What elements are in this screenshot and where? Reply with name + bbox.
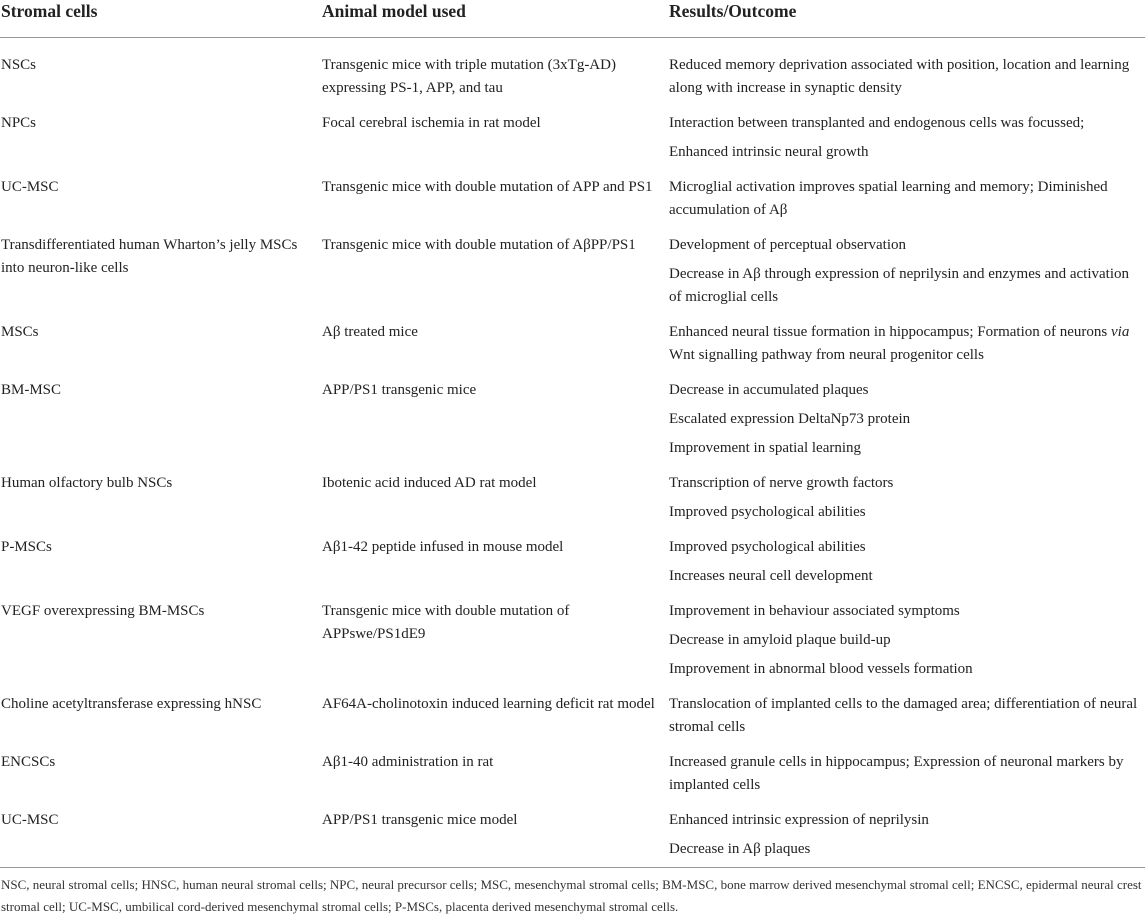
table-row: [0, 106, 1145, 170]
cell-results: [668, 687, 1145, 745]
cell-animal-model: Transgenic mice with double mutation of AβPP/PS1: [322, 237, 636, 253]
cell-stromal-cell: NPCs: [1, 115, 37, 131]
cell-results: [668, 745, 1145, 803]
cell-animal-model: APP/PS1 transgenic mice: [322, 382, 477, 398]
results-block: [669, 373, 1141, 460]
results-block: [669, 803, 1141, 861]
cell-results: [668, 170, 1145, 228]
result-item: Improvement in behaviour associated symptoms: [669, 603, 960, 619]
cell-stromal-cell: MSCs: [1, 324, 39, 340]
cell-results: [668, 38, 1145, 107]
result-item: Increases neural cell development: [669, 568, 873, 584]
cell-results: [668, 530, 1145, 594]
results-block: [669, 170, 1141, 222]
result-item: Enhanced neural tissue formation in hippocampus; Formation of neurons via Wnt signalling pathway from neural progenitor cells: [669, 324, 1130, 363]
result-item: Escalated expression DeltaNp73 protein: [669, 411, 911, 427]
result-item: Decrease in Aβ through expression of neprilysin and enzymes and activation of microglial cells: [669, 266, 1129, 305]
results-block: [669, 745, 1141, 797]
result-item: Increased granule cells in hippocampus; Expression of neuronal markers by implanted cells: [669, 754, 1124, 793]
result-item: Translocation of implanted cells to the damaged area; differentiation of neural stromal cells: [669, 696, 1138, 735]
results-block: [669, 687, 1141, 739]
result-item: Improvement in abnormal blood vessels formation: [669, 661, 973, 677]
cell-animal-model: AF64A-cholinotoxin induced learning deficit rat model: [322, 696, 655, 712]
result-item: Decrease in accumulated plaques: [669, 382, 869, 398]
cell-stromal-cell: P-MSCs: [1, 539, 52, 555]
cell-stromal-cell: VEGF overexpressing BM-MSCs: [1, 603, 205, 619]
header-stromal-cells: Stromal cells: [0, 0, 321, 38]
table-row: [0, 687, 1145, 745]
cell-results: [668, 803, 1145, 867]
table-row: [0, 745, 1145, 803]
table-row: [0, 38, 1145, 107]
table-row: [0, 228, 1145, 315]
result-item: Improvement in spatial learning: [669, 440, 862, 456]
cell-stromal-cell: NSCs: [1, 57, 37, 73]
cell-stromal-cell: UC-MSC: [1, 179, 59, 195]
cell-animal-model: Aβ treated mice: [322, 324, 418, 340]
cell-stromal-cell: UC-MSC: [1, 812, 59, 828]
cell-animal-model: Transgenic mice with double mutation of APPswe/PS1dE9: [322, 603, 570, 642]
table-header-row: [0, 0, 1145, 38]
cell-stromal-cell: Transdifferentiated human Wharton’s jelly MSCs into neuron-like cells: [1, 237, 298, 276]
table-footnote: NSC, neural stromal cells; HNSC, human neural stromal cells; NPC, neural precursor cells; MSC, mesenchymal stromal cells; BM-MSC, bone marrow derived mesenchymal stromal cell; ENCSC, epidermal neural crest stromal cell; UC-MSC, umbilical cord-derived mesenchymal stromal cells; P-MSCs, placenta derived mesenchymal stromal cells.: [1, 877, 1142, 914]
cell-animal-model: APP/PS1 transgenic mice model: [322, 812, 518, 828]
cell-results: [668, 373, 1145, 466]
results-block: [669, 530, 1141, 588]
cell-animal-model: Aβ1-42 peptide infused in mouse model: [322, 539, 564, 555]
results-block: [669, 54, 1141, 100]
result-item: Microglial activation improves spatial learning and memory; Diminished accumulation of Aβ: [669, 179, 1108, 218]
result-item: Decrease in amyloid plaque build-up: [669, 632, 891, 648]
cell-stromal-cell: Choline acetyltransferase expressing hNSC: [1, 696, 262, 712]
result-item: Reduced memory deprivation associated with position, location and learning along with increase in synaptic density: [669, 57, 1130, 96]
results-block: [669, 315, 1141, 367]
table-body: [0, 38, 1145, 868]
table-row: [0, 530, 1145, 594]
cell-animal-model: Focal cerebral ischemia in rat model: [322, 115, 541, 131]
results-block: [669, 594, 1141, 681]
header-animal-model: Animal model used: [321, 0, 668, 38]
table-row: [0, 373, 1145, 466]
results-block: [669, 106, 1141, 164]
header-results: Results/Outcome: [668, 0, 1145, 38]
cell-animal-model: Aβ1-40 administration in rat: [322, 754, 494, 770]
table-row: [0, 594, 1145, 687]
cell-animal-model: Ibotenic acid induced AD rat model: [322, 475, 537, 491]
cell-stromal-cell: ENCSCs: [1, 754, 56, 770]
cell-results: [668, 466, 1145, 530]
result-item: Enhanced intrinsic expression of neprilysin: [669, 812, 929, 828]
results-block: [669, 466, 1141, 524]
cell-results: [668, 228, 1145, 315]
table-row: [0, 803, 1145, 867]
table-row: [0, 170, 1145, 228]
cell-stromal-cell: Human olfactory bulb NSCs: [1, 475, 173, 491]
result-item: Improved psychological abilities: [669, 539, 866, 555]
cell-results: [668, 315, 1145, 373]
result-item: Decrease in Aβ plaques: [669, 841, 811, 857]
result-item: Development of perceptual observation: [669, 237, 906, 253]
cell-stromal-cell: BM-MSC: [1, 382, 62, 398]
table-row: [0, 315, 1145, 373]
cell-results: [668, 594, 1145, 687]
results-block: [669, 228, 1141, 309]
result-item: Transcription of nerve growth factors: [669, 475, 894, 491]
cell-results: [668, 106, 1145, 170]
cell-animal-model: Transgenic mice with triple mutation (3xTg-AD) expressing PS-1, APP, and tau: [322, 57, 616, 96]
table-row: [0, 466, 1145, 530]
cell-animal-model: Transgenic mice with double mutation of APP and PS1: [322, 179, 653, 195]
result-item: Enhanced intrinsic neural growth: [669, 144, 869, 160]
result-item: Improved psychological abilities: [669, 504, 866, 520]
result-item: Interaction between transplanted and endogenous cells was focussed;: [669, 115, 1085, 131]
